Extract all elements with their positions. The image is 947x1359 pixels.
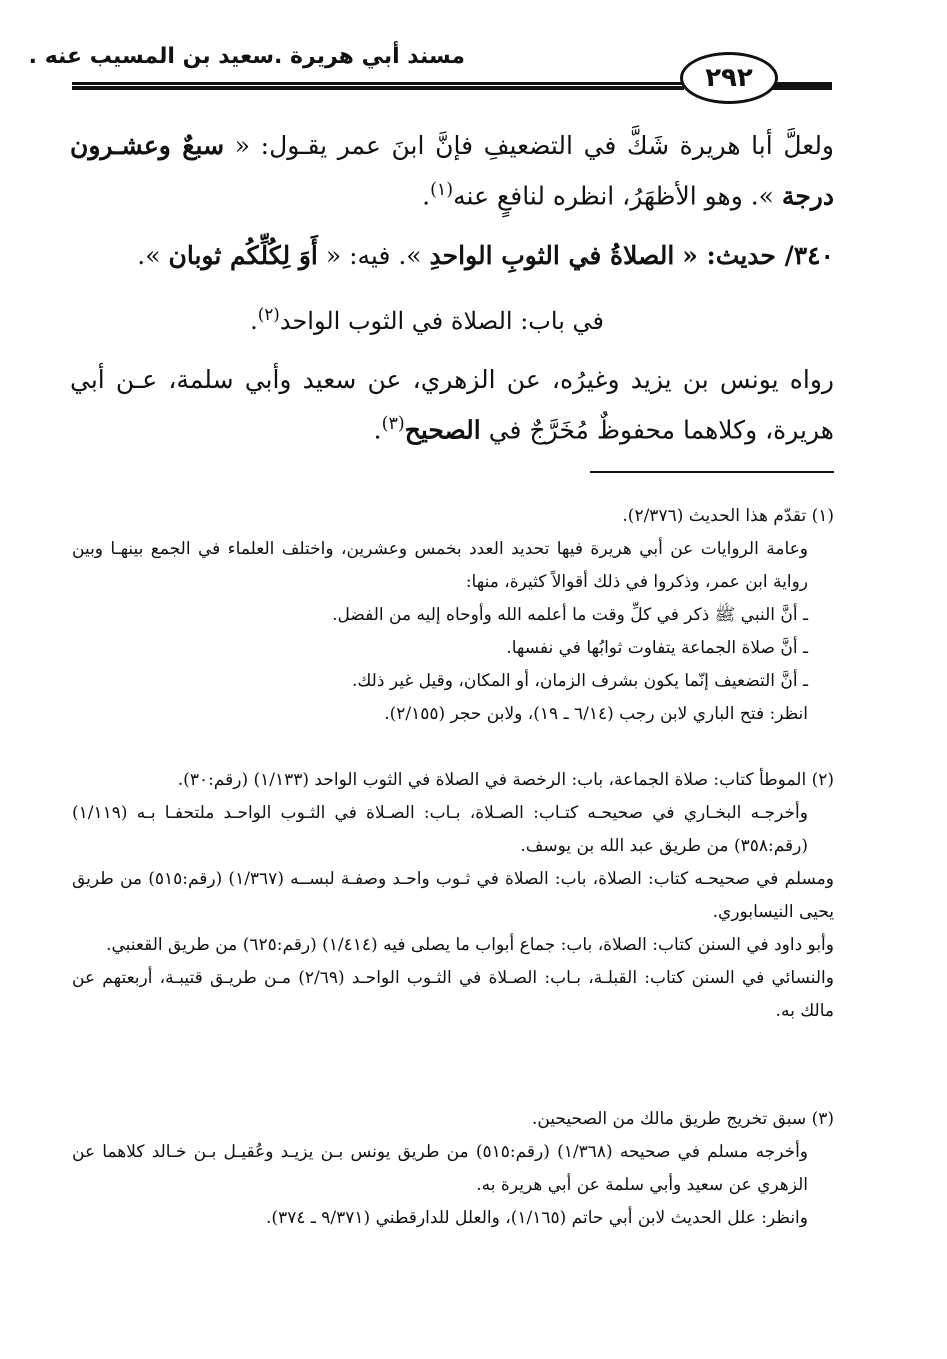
intro-text: ولعلَّ أبا هريرة شَكَّ في التضعيفِ فإنَّ ابنَ عمر يقـول: « [234, 131, 835, 160]
footnote-line: وأخرجه مسلم في صحيحه (١/٣٦٨) (رقم:٥١٥) من طريق يونس بـن يزيـد وعُقيـل بـن خـالد كلاهما عن الزهري عن سعيد وأبي سلمة عن أبي هريرة به. [72, 1142, 809, 1195]
chapter-text: في باب: الصلاة في الثوب الواحد [279, 307, 604, 335]
footnote-line: والنسائي في السنن كتاب: القبلـة، بـاب: الصـلاة في الثـوب الواحـد (٢/٦٩) مـن طريـق قتيبـة، أربعتهم عن مالك به. [72, 968, 834, 1021]
header-rule-thick [72, 86, 684, 90]
footnote-line: وأبو داود في السنن كتاب: الصلاة، باب: جماع أبواب ما يصلى فيه (١/٤١٤) (رقم:٦٢٥) من طريق القعنبي. [106, 935, 834, 955]
footnote-line: وانظر: علل الحديث لابن أبي حاتم (١/١٦٥)، والعلل للدارقطني (٩/٣٧١ ـ ٣٧٤). [266, 1208, 808, 1228]
paragraph-intro [70, 124, 834, 218]
footnote-line: وأخرجـه البخـاري في صحيحـه كتـاب: الصـلاة، بـاب: الصـلاة في الثـوب الواحـد ملتحفـا بـه (١/١١٩) (رقم:٣٥٨) من طريق عبد الله بن يوسف. [72, 803, 808, 856]
footnote-line: ومسلم في صحيحـه كتاب: الصلاة، باب: الصلاة في ثـوب واحـد وصفـة لبســه (١/٣٦٧) (رقم:٥١٥) من طريق يحيى النيسابوري. [72, 869, 834, 922]
hadith-fihi: ». فيه: « [325, 241, 422, 270]
footnote-line: انظر: فتح الباري لابن رجب (٦/١٤ ـ ١٩)، ولابن حجر (٢/١٥٥). [384, 704, 808, 724]
hadith-heading [70, 234, 834, 278]
header-rule-thin [72, 82, 684, 85]
hadith-title: الصلاةُ في الثوبِ الواحدِ [429, 241, 675, 270]
hadith-close: ». [137, 241, 161, 270]
header-rule-right [770, 82, 832, 90]
footnote-line: ـ أنَّ صلاة الجماعة يتفاوت ثوابُها في نفسها. [506, 638, 808, 658]
chapter-reference [70, 294, 834, 341]
running-header-title: مسند أبي هريرة .سعيد بن المسيب عنه . [28, 44, 465, 69]
narration-end: . [373, 415, 382, 445]
footnote-line: وعامة الروايات عن أبي هريرة فيها تحديد العدد بخمس وعشرين، واختلف العلماء في الجمع بينهـا وبين رواية ابن عمر، وذكروا في ذلك أقوالاً كثيرة، منها: [72, 539, 808, 592]
quote-bold: سبعٌ وعشـرون درجة [70, 131, 834, 211]
hadith-number-label: ٣٤٠/ حديث: « [682, 241, 834, 270]
narration-paragraph [70, 358, 834, 452]
footnote-line: (١) تقدّم هذا الحديث (٢/٣٧٦). [622, 506, 834, 526]
footnote-line: (٢) الموطأ كتاب: صلاة الجماعة، باب: الرخصة في الصلاة في الثوب الواحد (١/١٣٣) (رقم:٣٠). [177, 770, 834, 790]
footnote-separator [590, 471, 834, 473]
footnote-ref-1: (١) [430, 180, 454, 200]
narration-text: رواه يونس بن يزيد وغيرُه، عن الزهري، عن سعيد وأبي سلمة، عـن أبي هريرة، وكلاهما محفوظٌ مُخَرَّجٌ في [70, 365, 834, 445]
page-number-badge [680, 52, 778, 104]
footnote-ref-3: (٣) [381, 414, 405, 434]
sahih-bold: الصحيح [404, 415, 481, 445]
footnote-2 [72, 764, 834, 1028]
footnote-ref-2: (٢) [257, 304, 280, 324]
footnote-line: ـ أنَّ النبي ﷺ ذكر في كلِّ وقت ما أعلمه الله وأوحاه إليه من الفضل. [332, 605, 808, 625]
footnote-1 [72, 500, 834, 731]
footnote-3 [72, 1103, 834, 1235]
footnote-line: ـ أنَّ التضعيف إنّما يكون بشرف الزمان، أو المكان، وقيل غير ذلك. [351, 671, 808, 691]
page-number: ٢٩٢ [705, 63, 753, 93]
footnote-line: (٣) سبق تخريج طريق مالك من الصحيحين. [531, 1109, 834, 1129]
chapter-end: . [250, 307, 258, 335]
hadith-quote: أَوَ لِكُلِّكُم ثوبان [168, 241, 318, 270]
intro-text-cont: ». وهو الأظهَرُ، انظره لنافعٍ عنه [453, 181, 774, 211]
intro-end: . [422, 181, 431, 211]
